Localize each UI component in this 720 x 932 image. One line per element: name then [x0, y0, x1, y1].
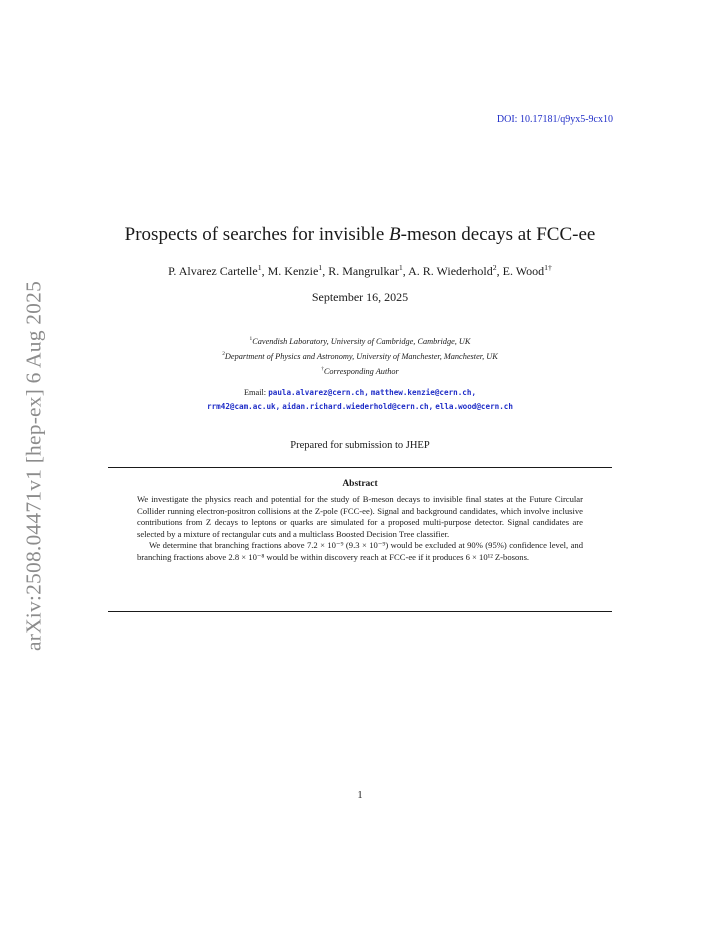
affiliation: †Corresponding Author	[321, 365, 399, 376]
email-link[interactable]: paula.alvarez@cern.ch,	[268, 388, 369, 397]
abstract-top-rule	[108, 467, 612, 468]
paper-date: September 16, 2025	[311, 290, 409, 304]
prepared-note: Prepared for submission to JHEP	[290, 440, 430, 451]
author: P. Alvarez Cartelle$^1$	[168, 263, 262, 278]
author: R. Mangrulkar$^1$	[328, 263, 403, 278]
email-link[interactable]: rrm42@cam.ac.uk,	[207, 402, 281, 411]
affiliations	[108, 333, 612, 377]
arxiv-stamp: arXiv:2508.04471v1 [hep-ex] 6 Aug 2025	[21, 280, 46, 652]
email-link[interactable]: matthew.kenzie@cern.ch,	[370, 388, 477, 397]
title-part-2: -meson decays at FCC-ee	[400, 224, 596, 245]
author: M. Kenzie$^1$	[267, 263, 323, 278]
author-list: P. Alvarez Cartelle$^1$, M. Kenzie$^1$, R. Mangrulkar$^1$, A. R. Wiederhold$^2$, E. Wood$^{1\dagger}$	[168, 263, 552, 278]
affiliation: $^2$Department of Physics and Astronomy, University of Manchester, Manchester, UK	[222, 350, 498, 361]
author: E. Wood$^{1\dagger}$	[502, 263, 552, 278]
abstract-bottom-rule	[108, 611, 612, 612]
abstract-heading: Abstract	[342, 479, 378, 489]
abstract-body	[137, 494, 583, 563]
email-label: Email:	[243, 388, 267, 397]
email-link[interactable]: aidan.richard.wiederhold@cern.ch,	[282, 402, 434, 411]
page-number: 1	[357, 790, 363, 801]
email-link[interactable]: ella.wood@cern.ch	[435, 402, 513, 411]
paper-title	[108, 224, 612, 246]
email-block	[108, 386, 612, 414]
affiliation: $^1$Cavendish Laboratory, University of Cambridge, Cambridge, UK	[249, 336, 471, 346]
author: A. R. Wiederhold$^2$	[408, 263, 497, 278]
title-part-1: Prospects of searches for invisible	[124, 224, 390, 245]
doi-link[interactable]: DOI: 10.17181/q9yx5-9cx10	[496, 114, 613, 125]
abstract-paragraph-2: We determine that branching fractions above 7.2 × 10⁻⁹ (9.3 × 10⁻⁹) would be excluded at 90% (95%) confidence level, and branching fractions above 2.8 × 10⁻⁸ would be within discovery reach at FCC-ee if it produces 6 × 10¹² Z-bosons.	[137, 540, 583, 562]
abstract-paragraph-1: We investigate the physics reach and potential for the study of B-meson decays to invisible final states at the Future Circular Collider running electron-positron collisions at the Z-pole (FCC-ee). Signal and background candidates, which involve inclusive contributions from Z decays to leptons or quarks are simulated for a proposed multi-purpose detector. Signal candidates are selected by a mixture of rectangular cuts and a multiclass Boosted Decision Tree classifier.	[137, 494, 583, 539]
title-italic-b: B	[389, 224, 401, 245]
